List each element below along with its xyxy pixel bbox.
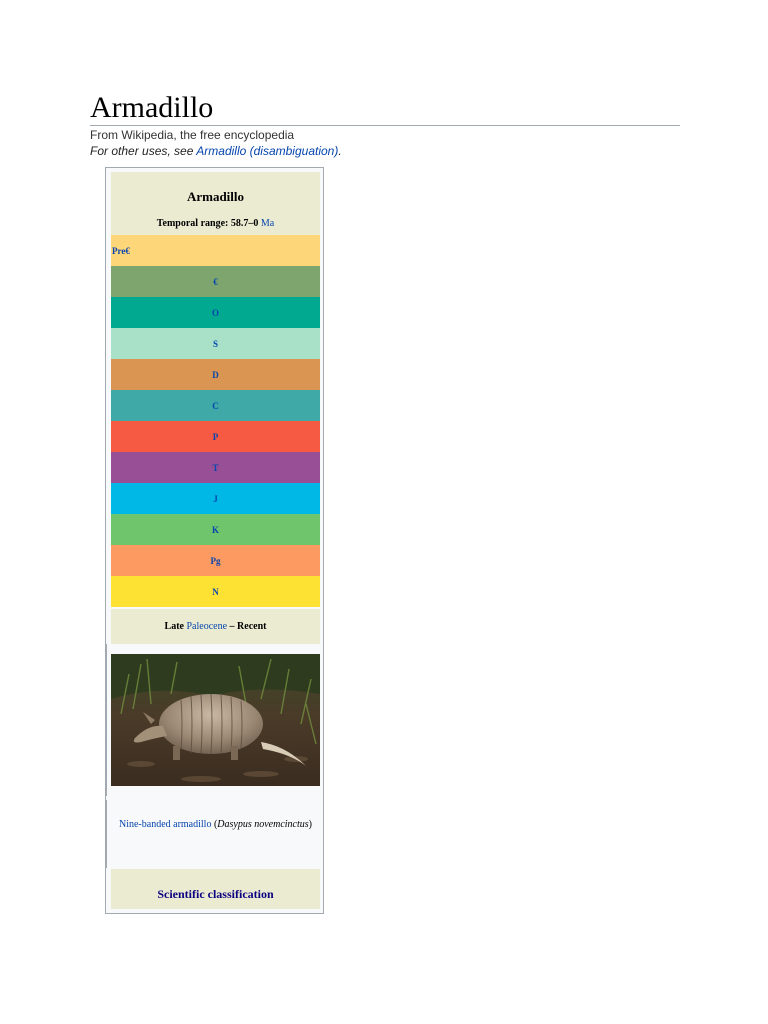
- period-band-6[interactable]: P: [111, 421, 320, 452]
- period-range-end: – Recent: [227, 621, 267, 632]
- period-band-4[interactable]: D: [111, 359, 320, 390]
- period-band-9[interactable]: K: [111, 514, 320, 545]
- image-caption: [111, 800, 320, 868]
- caption-open: (: [211, 819, 218, 830]
- site-subtitle: From Wikipedia, the free encyclopedia: [90, 128, 295, 142]
- nine-banded-link[interactable]: Nine-banded armadillo: [118, 819, 212, 830]
- ma-link[interactable]: Ma: [260, 218, 275, 229]
- period-range-start: Late: [164, 621, 187, 632]
- classification-header: Scientific classification: [111, 869, 320, 909]
- temporal-range-label: Temporal range: 58.7–0: [156, 218, 261, 229]
- period-band-2[interactable]: O: [111, 297, 320, 328]
- infobox-edge-lower: [106, 800, 107, 868]
- period-band-10[interactable]: Pg: [111, 545, 320, 576]
- temporal-range: [111, 218, 320, 229]
- caption-species: Dasypus novemcinctus: [217, 819, 309, 830]
- title-divider: [90, 125, 680, 126]
- disambiguation-link[interactable]: Armadillo (disambiguation): [196, 144, 339, 158]
- hatnote: [90, 143, 342, 159]
- infobox-edge: [106, 644, 107, 796]
- infobox-header: [111, 172, 320, 235]
- infobox: [105, 167, 324, 914]
- period-band-0[interactable]: Pre€: [111, 235, 320, 266]
- infobox-title: Armadillo: [186, 189, 245, 204]
- period-band-1[interactable]: €: [111, 266, 320, 297]
- period-band-7[interactable]: T: [111, 452, 320, 483]
- period-band-11[interactable]: N: [111, 576, 320, 607]
- armadillo-image: [111, 654, 320, 786]
- period-range: [111, 609, 320, 644]
- period-band-3[interactable]: S: [111, 328, 320, 359]
- period-band-5[interactable]: C: [111, 390, 320, 421]
- hatnote-prefix: For other uses, see: [90, 144, 197, 158]
- caption-close: ): [308, 819, 313, 830]
- armadillo-photo[interactable]: [111, 654, 320, 786]
- paleocene-link[interactable]: Paleocene: [186, 621, 228, 632]
- period-band-8[interactable]: J: [111, 483, 320, 514]
- page-title: Armadillo: [90, 91, 214, 124]
- hatnote-suffix: .: [338, 144, 342, 158]
